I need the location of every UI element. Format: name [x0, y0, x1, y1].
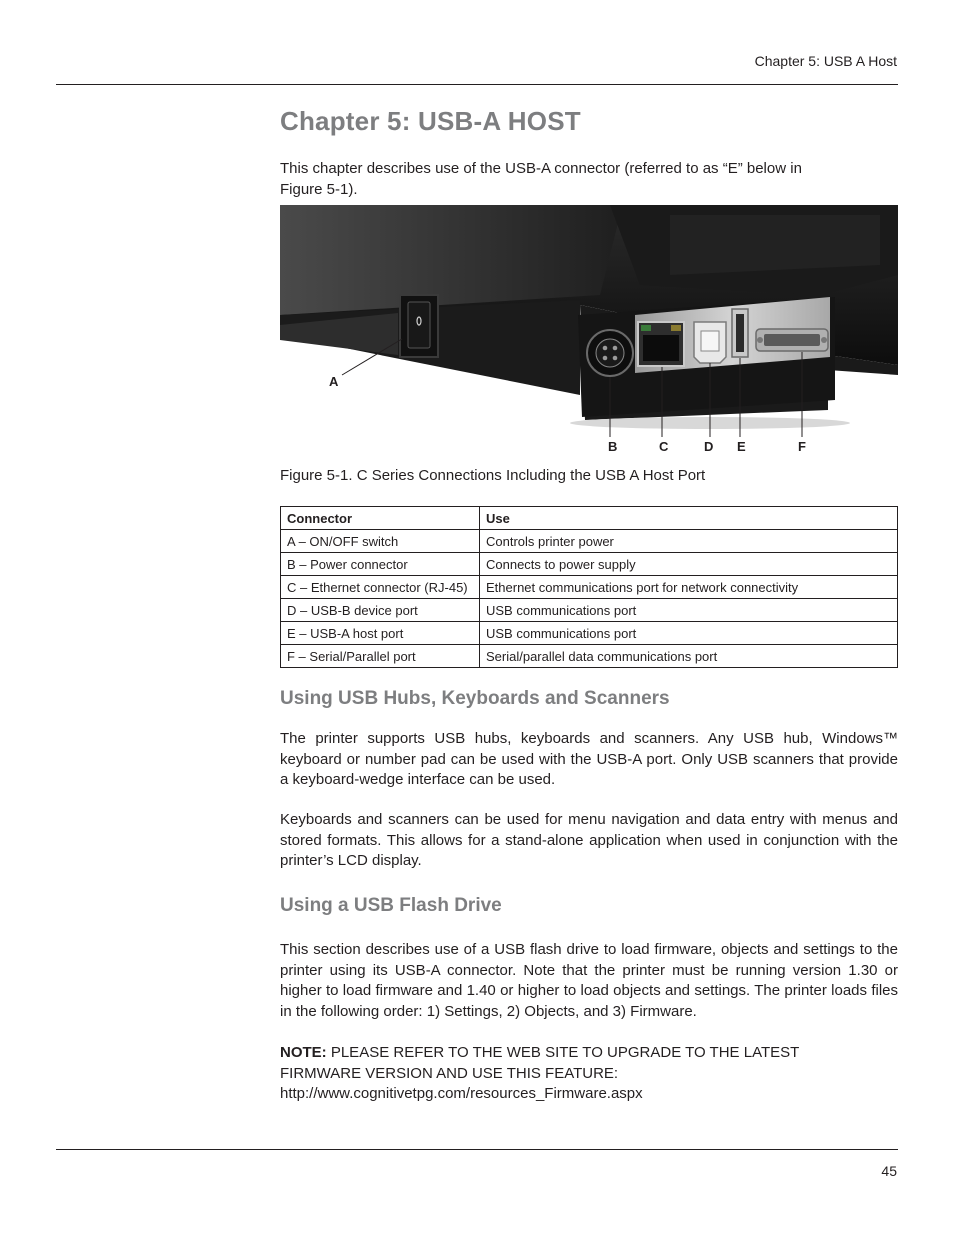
table-cell: Controls printer power — [480, 530, 898, 553]
table-cell: B – Power connector — [281, 553, 480, 576]
table-cell: E – USB-A host port — [281, 622, 480, 645]
table-header: Connector — [281, 507, 480, 530]
firmware-url: http://www.cognitivetpg.com/resources_Firmware.aspx — [280, 1085, 643, 1102]
table-cell: A – ON/OFF switch — [281, 530, 480, 553]
footer-rule — [56, 1149, 898, 1150]
table-header-row — [281, 507, 898, 530]
table-cell: F – Serial/Parallel port — [281, 645, 480, 668]
table-cell: USB communications port — [480, 622, 898, 645]
printer-connections-photo — [280, 205, 898, 462]
table-cell: Ethernet communications port for network connectivity — [480, 576, 898, 599]
intro-paragraph: This chapter describes use of the USB-A connector (referred to as “E” below in Figure 5-1). — [280, 160, 802, 198]
table-cell: C – Ethernet connector (RJ-45) — [281, 576, 480, 599]
usb-hubs-paragraph-1: The printer supports USB hubs, keyboards and scanners. Any USB hub, Windows™ keyboard or number pad can be used with the USB-A port. Only USB scanners that provide a keyboard-wedge interface can be used. — [280, 730, 898, 788]
page-number: 45 — [881, 1163, 897, 1179]
table-row — [281, 576, 898, 599]
table-cell: Serial/parallel data communications port — [480, 645, 898, 668]
table-cell: Connects to power supply — [480, 553, 898, 576]
callout-e: E — [737, 439, 746, 454]
chapter-title: Chapter 5: USB-A HOST — [280, 106, 581, 136]
table-cell: D – USB-B device port — [281, 599, 480, 622]
table-row — [281, 645, 898, 668]
table-cell: USB communications port — [480, 599, 898, 622]
callout-a: A — [329, 374, 339, 389]
table-row — [281, 530, 898, 553]
callout-c: C — [659, 439, 669, 454]
table-row — [281, 599, 898, 622]
note-text: PLEASE REFER TO THE WEB SITE TO UPGRADE TO THE LATEST FIRMWARE VERSION AND USE THIS FEATURE: — [280, 1044, 800, 1082]
figure-caption: Figure 5-1. C Series Connections Including the USB A Host Port — [280, 467, 706, 484]
note-label: NOTE: — [280, 1044, 327, 1061]
callout-f: F — [798, 439, 806, 454]
flash-drive-paragraph: This section describes use of a USB flash drive to load firmware, objects and settings to the printer using its USB-A connector. Note that the printer must be running version 1.30 or higher to load firmware and 1.40 or higher to load objects and settings. The printer loads files in the following order: 1) Settings, 2) Objects, and 3) Firmware. — [280, 941, 898, 1020]
callout-b: B — [608, 439, 618, 454]
usb-hubs-paragraph-2: Keyboards and scanners can be used for menu navigation and data entry with menus and stored formats. This allows for a stand-alone application when used in conjunction with the printer’s LCD display. — [280, 811, 898, 869]
table-row — [281, 622, 898, 645]
table-header: Use — [480, 507, 898, 530]
section-heading-flash-drive: Using a USB Flash Drive — [280, 895, 502, 916]
note-paragraph — [280, 1043, 855, 1084]
running-head: Chapter 5: USB A Host — [754, 53, 897, 69]
connector-table — [280, 506, 898, 668]
callout-d: D — [704, 439, 714, 454]
section-heading-usb-hubs: Using USB Hubs, Keyboards and Scanners — [280, 688, 670, 709]
header-rule — [56, 84, 898, 85]
table-row — [281, 553, 898, 576]
